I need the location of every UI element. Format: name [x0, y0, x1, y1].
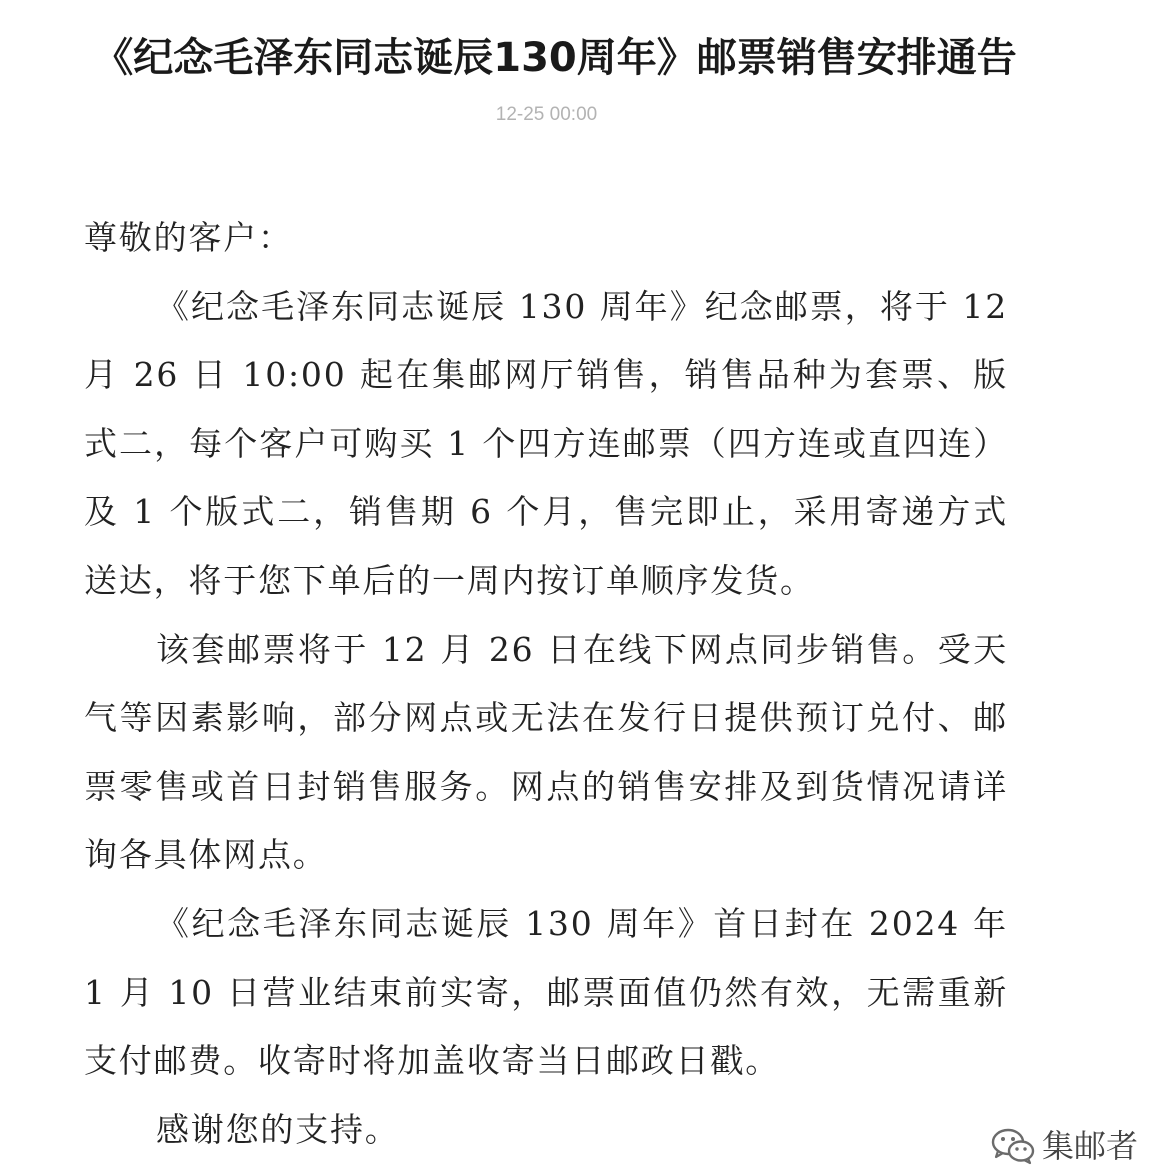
paragraph-online-sale: 《纪念毛泽东同志诞辰 130 周年》纪念邮票，将于 12 月 26 日 10:00 起在集邮网厅销售，销售品种为套票、版式二，每个客户可购买 1 个四方连邮票（四方连或直四连）及 1 个版式二，销售期 6 个月，售完即止，采用寄递方式送达，将于您下单后的一周内按订单顺序发货。 — [84, 286, 1008, 600]
source-watermark — [990, 1123, 1138, 1169]
article-date: 12-25 00:00 — [495, 104, 598, 125]
paragraph-offline-sale: 该套邮票将于 12 月 26 日在线下网点同步销售。受天气等因素影响，部分网点或无法在发行日提供预订兑付、邮票零售或首日封销售服务。网点的销售安排及到货情况请详询各具体网点。 — [84, 629, 1008, 875]
wechat-icon — [990, 1126, 1036, 1166]
paragraph-thanks: 感谢您的支持。 — [156, 1109, 400, 1149]
paragraph-first-day-cover: 《纪念毛泽东同志诞辰 130 周年》首日封在 2024 年 1 月 10 日营业结束前实寄，邮票面值仍然有效，无需重新支付邮费。收寄时将加盖收寄当日邮政日戳。 — [84, 903, 1008, 1081]
article-title: 《纪念毛泽东同志诞辰130周年》邮票销售安排通告 — [93, 35, 1017, 81]
greeting: 尊敬的客户： — [84, 218, 293, 257]
watermark-text: 集邮者 — [1042, 1127, 1139, 1165]
article-body — [84, 204, 1008, 1164]
